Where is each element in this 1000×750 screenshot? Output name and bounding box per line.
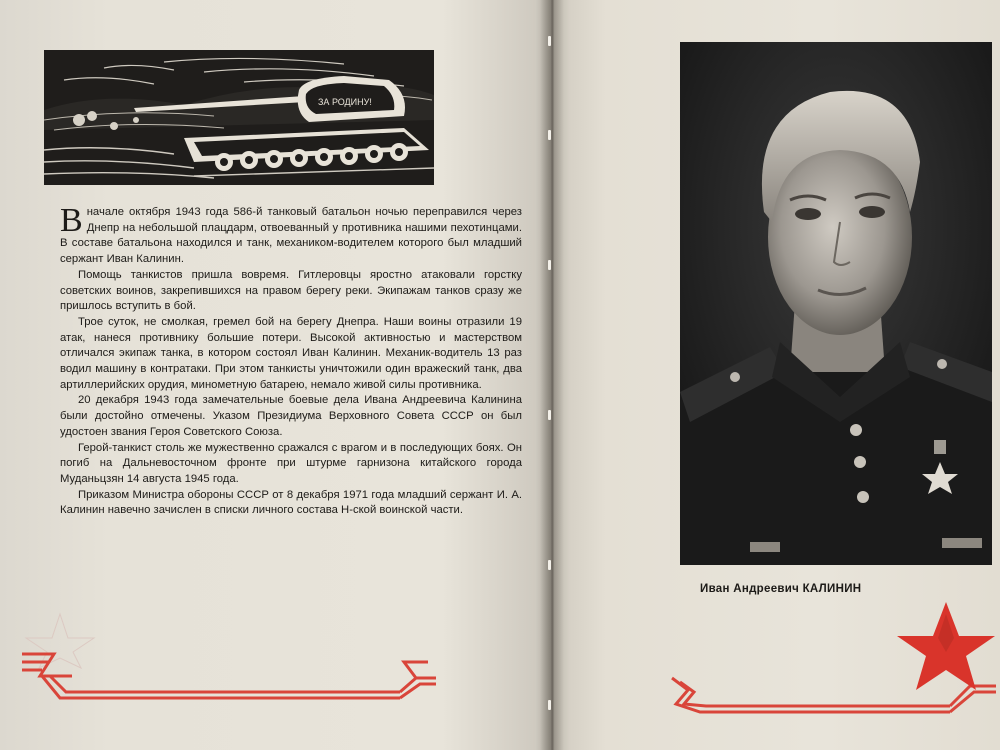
binding-stitch — [548, 700, 551, 710]
portrait-photo — [680, 42, 992, 565]
paragraph: 20 декабря 1943 года замечательные боевые дела Ивана Андреевича Калинина были достойно отмечены. Указом Президиума Верховного Совета СССР он был удостоен звания Героя Советского Союза. — [60, 394, 522, 438]
paragraph: Помощь танкистов пришла вовремя. Гитлеровцы яростно атаковали горстку советских воинов, закрепившихся на правом берегу реки. Экипажам танков сразу же пришлось вступить в бой. — [60, 268, 522, 313]
tank-inscription: ЗА РОДИНУ! — [318, 97, 372, 107]
ribbon-ornament-right — [670, 600, 1000, 720]
binding-stitch — [548, 410, 551, 420]
paragraph: Трое суток, не смолкая, гремел бой на берегу Днепра. Наши воины отразили 19 атак, нанеся противнику большие потери. Высокой активностью и мастерством отличался экипаж танка, в котором состоял Иван Калинин. Механик-водитель 13 раз водил машину в контратаки. При этом танкисты уничтожили один вражеский танк, два артиллерийских орудия, минометную батарею, немало живой силы противника. — [60, 315, 522, 391]
tank-engraving — [44, 50, 434, 185]
paragraph: Герой-танкист столь же мужественно сражался с врагом и в последующих боях. Он погиб на Дальневосточном фронте при штурме гарнизона китайского города Муданьцзян 14 августа 1945 года. — [60, 441, 522, 485]
portrait-caption: Иван Андреевич КАЛИНИН — [700, 583, 862, 595]
article-text — [60, 202, 522, 519]
binding-stitch — [548, 130, 551, 140]
paragraph: Приказом Министра обороны СССР от 8 декабря 1971 года младший сержант И. А. Калинин навечно зачислен в списки личного состава Н-ской воинской части. — [60, 488, 522, 517]
drop-cap: В — [60, 202, 83, 239]
binding-stitch — [548, 260, 551, 270]
binding-stitch — [548, 560, 551, 570]
book-gutter — [540, 0, 564, 750]
ribbon-ornament — [20, 648, 440, 708]
paragraph: В начале октября 1943 года 586-й танковый батальон ночью переправился через Днепр на небольшой плацдарм, отвоеванный у противника нашими пехотинцами. В составе батальона находился и танк, механиком-водителем которого был младший сержант Иван Калинин. — [60, 202, 522, 266]
binding-stitch — [548, 36, 551, 46]
